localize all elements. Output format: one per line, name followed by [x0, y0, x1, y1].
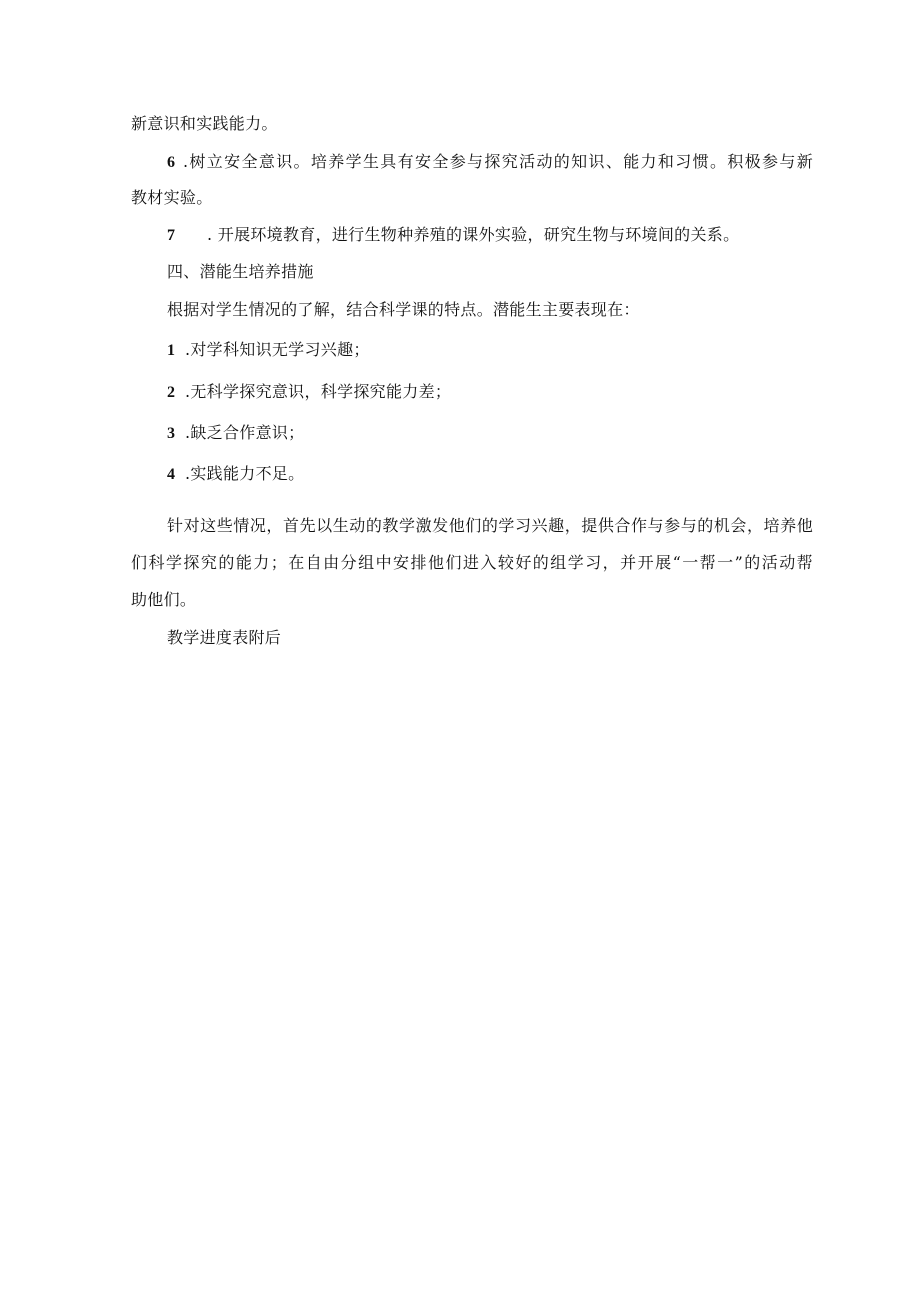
list-item-2-text: .无科学探究意识，科学探究能力差；: [185, 382, 452, 401]
paragraph-tail: [131, 114, 278, 134]
list-item-2: [167, 382, 451, 403]
intro-paragraph-text: 根据对学生情况的了解，结合科学课的特点。潜能生主要表现在：: [167, 300, 640, 319]
list-item-3-text: .缺乏合作意识；: [185, 423, 305, 442]
paragraph-tail-text: 新意识和实践能力。: [131, 114, 278, 133]
measures-line-3-text: 助他们。: [131, 590, 197, 609]
list-item-7: [167, 225, 739, 246]
measures-line-1: [167, 516, 813, 536]
list-item-1-number: 1: [167, 342, 176, 359]
list-item-6: [167, 152, 813, 173]
section-heading-text: 四、潜能生培养措施: [167, 262, 314, 281]
list-item-4-text: .实践能力不足。: [185, 464, 305, 483]
measures-line-3: [131, 590, 196, 610]
section-heading: [167, 262, 314, 282]
closing-note: [167, 628, 281, 648]
list-item-3-number: 3: [167, 425, 176, 442]
list-item-6-text: .树立安全意识。培养学生具有安全参与探究活动的知识、能力和习惯。积极参与新: [183, 152, 813, 171]
measures-line-2-text: 们科学探究的能力；在自由分组中安排他们进入较好的组学习，并开展“一帮一”的活动帮: [131, 553, 813, 572]
list-item-6-continuation: [131, 188, 213, 208]
list-item-4: [167, 464, 305, 485]
list-item-1-text: .对学科知识无学习兴趣；: [185, 340, 370, 359]
measures-line-1-text: 针对这些情况，首先以生动的教学激发他们的学习兴趣，提供合作与参与的机会，培养他: [167, 516, 813, 535]
closing-note-text: 教学进度表附后: [167, 628, 282, 647]
list-item-7-text: . 开展环境教育，进行生物种养殖的课外实验，研究生物与环境间的关系。: [207, 225, 740, 244]
list-item-1: [167, 340, 370, 361]
list-item-6-continuation-text: 教材实验。: [131, 188, 213, 207]
intro-paragraph: [167, 300, 640, 320]
list-item-4-number: 4: [167, 466, 176, 483]
measures-line-2: [131, 553, 813, 573]
list-item-3: [167, 423, 305, 444]
list-item-2-number: 2: [167, 384, 176, 401]
list-item-7-number: 7: [167, 227, 176, 244]
list-item-6-number: 6: [167, 154, 176, 171]
